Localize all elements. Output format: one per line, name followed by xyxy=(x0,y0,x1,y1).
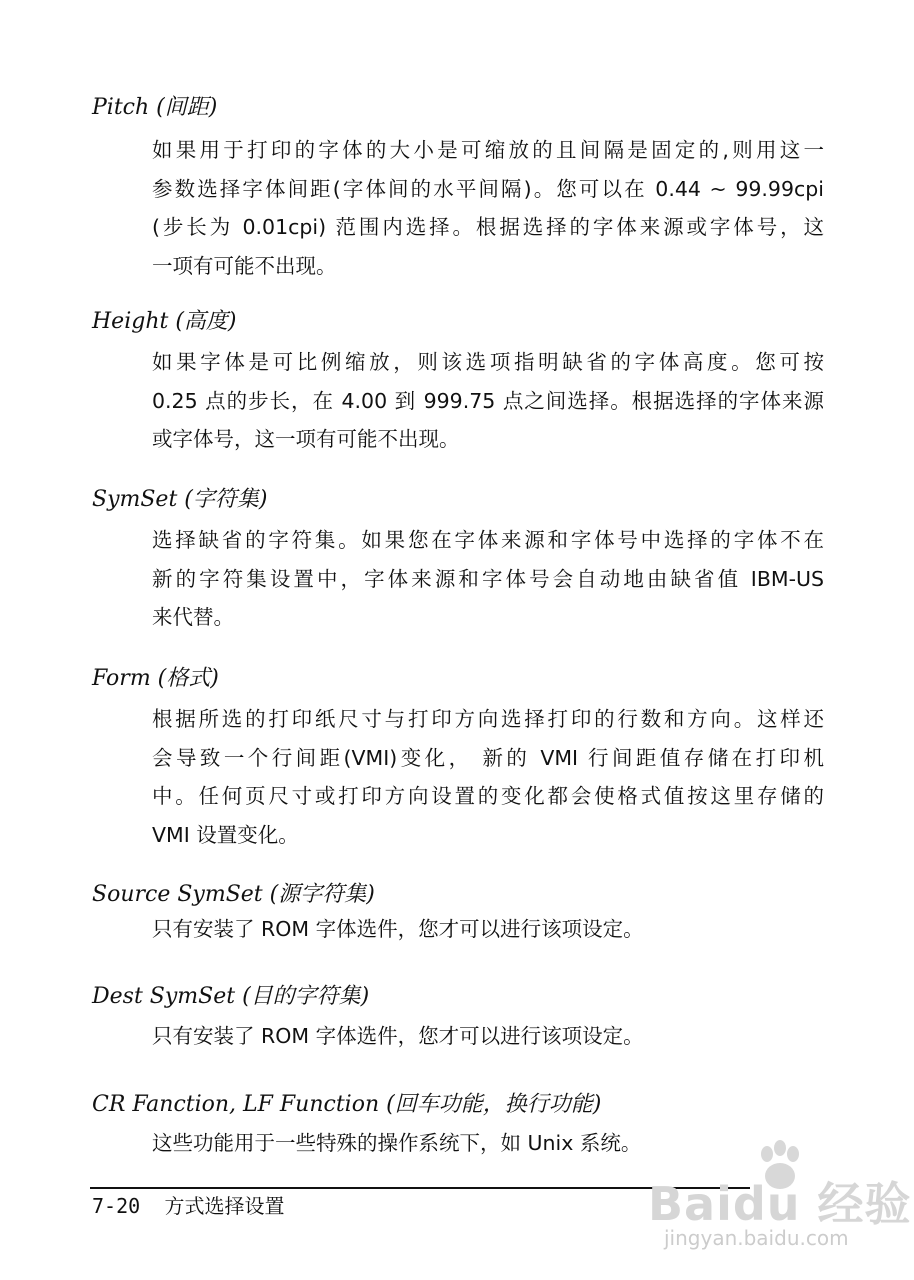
section-heading-symset: SymSet (字符集) xyxy=(92,487,268,512)
body-line: 选择缺省的字符集。如果您在字体来源和字体号中选择的字体不在 xyxy=(152,528,824,552)
chapter-title: 方式选择设置 xyxy=(164,1194,285,1218)
section-heading-dest-symset: Dest SymSet (目的字符集) xyxy=(92,984,370,1009)
section-body-dest-symset xyxy=(152,1017,824,1056)
page-footer xyxy=(92,1192,285,1220)
section-body-height xyxy=(152,343,824,459)
baidu-watermark xyxy=(638,1140,912,1270)
section-heading-height: Height (高度) xyxy=(92,309,237,334)
body-line: 会导致一个行间距(VMI)变化， 新的 VMI 行间距值存储在打印机 xyxy=(152,745,824,770)
body-line: 中。任何页尺寸或打印方向设置的变化都会使格式值按这里存储的 xyxy=(152,784,824,808)
body-line: (步长为 0.01cpi) 范围内选择。根据选择的字体来源或字体号，这 xyxy=(152,215,824,239)
body-line: 一项有可能不出现。 xyxy=(152,253,337,278)
section-heading-pitch: Pitch (间距) xyxy=(92,95,218,120)
body-line: 只有安装了 ROM 字体选件，您才可以进行该项设定。 xyxy=(152,917,644,941)
body-line: 这些功能用于一些特殊的操作系统下，如 Unix 系统。 xyxy=(152,1131,642,1155)
body-line: 如果用于打印的字体的大小是可缩放的且间隔是固定的,则用这一 xyxy=(152,138,824,162)
body-line: 参数选择字体间距(字体间的水平间隔)。您可以在 0.44 ~ 99.99cpi xyxy=(152,176,824,201)
section-heading-form: Form (格式) xyxy=(92,666,219,691)
body-line: 如果字体是可比例缩放，则该选项指明缺省的字体高度。您可按 xyxy=(152,350,824,374)
section-body-symset xyxy=(152,521,824,637)
body-line: 来代替。 xyxy=(152,605,234,629)
watermark-url: jingyan.baidu.com xyxy=(664,1226,849,1250)
section-body-source-symset xyxy=(152,910,824,949)
page-number: 7-20 xyxy=(92,1194,141,1218)
section-heading-source-symset: Source SymSet (源字符集) xyxy=(92,882,375,907)
body-line: 只有安装了 ROM 字体选件，您才可以进行该项设定。 xyxy=(152,1024,644,1048)
watermark-logo: Baidu 经验 xyxy=(648,1177,912,1231)
body-line: 新的字符集设置中，字体来源和字体号会自动地由缺省值 IBM-US xyxy=(152,566,824,591)
section-body-form xyxy=(152,700,824,854)
section-body-pitch xyxy=(152,131,824,285)
body-line: 根据所选的打印纸尺寸与打印方向选择打印的行数和方向。这样还 xyxy=(152,707,824,731)
body-line: VMI 设置变化。 xyxy=(152,822,299,847)
section-heading-cr-lf-function: CR Fanction, LF Function (回车功能，换行功能) xyxy=(92,1092,602,1117)
body-line: 0.25 点的步长，在 4.00 到 999.75 点之间选择。根据选择的字体来源 xyxy=(152,388,824,413)
body-line: 或字体号，这一项有可能不出现。 xyxy=(152,427,460,451)
